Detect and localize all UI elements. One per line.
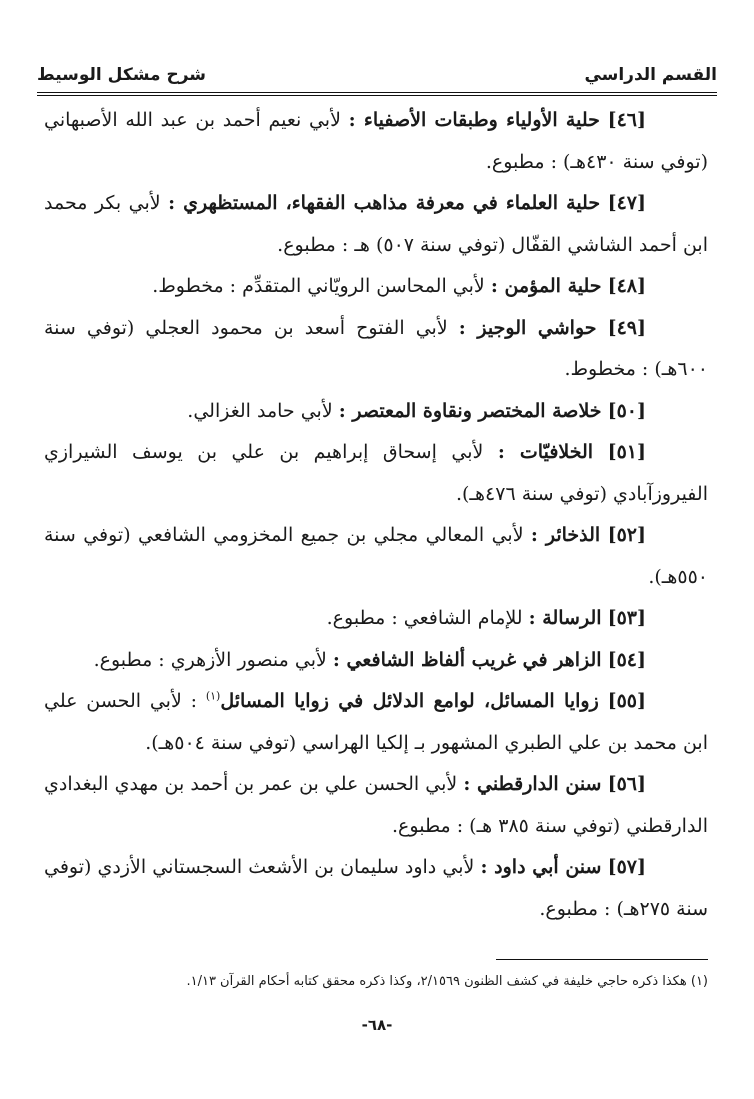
entry-text: : لأبي الحسن علي ابن محمد بن علي الطبري المشهور بـ إلكيا الهراسي (توفي سنة ٥٠٤هـ). [44, 690, 708, 754]
footnote-rule [496, 959, 708, 960]
entry-title: الرسالة : [528, 607, 602, 629]
entry-text: لأبي الحسن علي بن عمر بن أحمد بن مهدي البغدادي الدارقطني (توفي سنة ٣٨٥ هـ) : مطبوع. [44, 773, 708, 837]
entry-number: [٥٤] [607, 648, 646, 671]
entry-number: [٥٠] [607, 399, 646, 422]
entry-47 [44, 183, 708, 266]
entry-text: لأبي حامد الغزالي. [187, 399, 333, 422]
entry-54 [44, 640, 708, 682]
entry-title: زوايا المسائل، لوامع الدلائل في زوايا المسائل [220, 690, 599, 712]
entry-text: لأبي نعيم أحمد بن عبد الله الأصبهاني (توفي سنة ٤٣٠هـ) : مطبوع. [44, 109, 708, 173]
entry-title: خلاصة المختصر ونقاوة المعتصر : [338, 399, 602, 422]
entry-48 [44, 266, 708, 308]
entry-55 [44, 681, 708, 764]
header-section-title: القسم الدراسي [584, 65, 717, 85]
header-book-title: شرح مشكل الوسيط [37, 65, 206, 85]
entry-number: [٤٩] [607, 316, 647, 339]
entry-title: الذخائر : [530, 524, 601, 546]
entry-number: [٤٦] [607, 109, 646, 131]
entry-51 [44, 432, 708, 515]
entry-text: للإمام الشافعي : مطبوع. [326, 607, 523, 629]
entry-50 [44, 391, 708, 433]
entry-56 [44, 764, 708, 847]
entry-title: حواشي الوجيز : [458, 316, 597, 339]
entry-52 [44, 515, 708, 598]
entry-text: لأبي المعالي مجلي بن جميع المخزومي الشافعي (توفي سنة ٥٥٠هـ). [44, 524, 708, 588]
entry-number: [٤٧] [607, 192, 646, 214]
entry-number: [٤٨] [607, 275, 646, 297]
entry-text: لأبي إسحاق إبراهيم بن علي بن يوسف الشيرازي الفيروزآبادي (توفي سنة ٤٧٦هـ). [44, 441, 708, 505]
entry-number: [٥٧] [607, 856, 646, 878]
header-rule-secondary [37, 95, 717, 96]
entry-number: [٥١] [607, 441, 646, 463]
entry-text: لأبي داود سليمان بن الأشعث السجستاني الأزدي (توفي سنة ٢٧٥هـ) : مطبوع. [44, 856, 708, 920]
footnote: (١) هكذا ذكره حاجي خليفة في كشف الظنون ٢/١٥٦٩، وكذا ذكره محقق كتابه أحكام القرآن ١/١٣. [186, 974, 708, 989]
entry-57 [44, 847, 708, 930]
entries-list [44, 100, 708, 930]
entry-title: سنن الدارقطني : [463, 773, 602, 795]
entry-title: حلية الأولياء وطبقات الأصفياء : [348, 109, 600, 131]
header-rule [37, 92, 717, 93]
entry-title: سنن أبي داود : [480, 856, 602, 878]
entry-53 [44, 598, 708, 640]
footnote-reference[interactable]: (١) [205, 689, 221, 703]
entry-title: حلية العلماء في معرفة مذاهب الفقهاء، المستظهري : [168, 192, 601, 214]
entry-text: لأبي المحاسن الرويّاني المتقدِّم : مخطوط. [152, 275, 485, 297]
entry-title: الزاهر في غريب ألفاظ الشافعي : [332, 648, 602, 671]
entry-number: [٥٦] [607, 773, 646, 795]
entry-number: [٥٣] [607, 607, 646, 629]
entry-number: [٥٢] [607, 524, 646, 546]
entry-text: لأبي الفتوح أسعد بن محمود العجلي (توفي سنة ٦٠٠هـ) : مخطوط. [44, 316, 708, 380]
entry-title: حلية المؤمن : [490, 275, 602, 297]
entry-number: [٥٥] [607, 690, 646, 712]
entry-text: لأبي بكر محمد ابن أحمد الشاشي القفّال (توفي سنة ٥٠٧) هـ : مطبوع. [44, 192, 708, 256]
running-header [37, 52, 717, 92]
entry-text: لأبي منصور الأزهري : مطبوع. [93, 648, 327, 671]
page-number: -٦٨- [361, 1016, 393, 1034]
entry-title: الخلافيّات : [497, 441, 594, 463]
entry-49 [44, 308, 708, 391]
entry-46 [44, 100, 708, 183]
